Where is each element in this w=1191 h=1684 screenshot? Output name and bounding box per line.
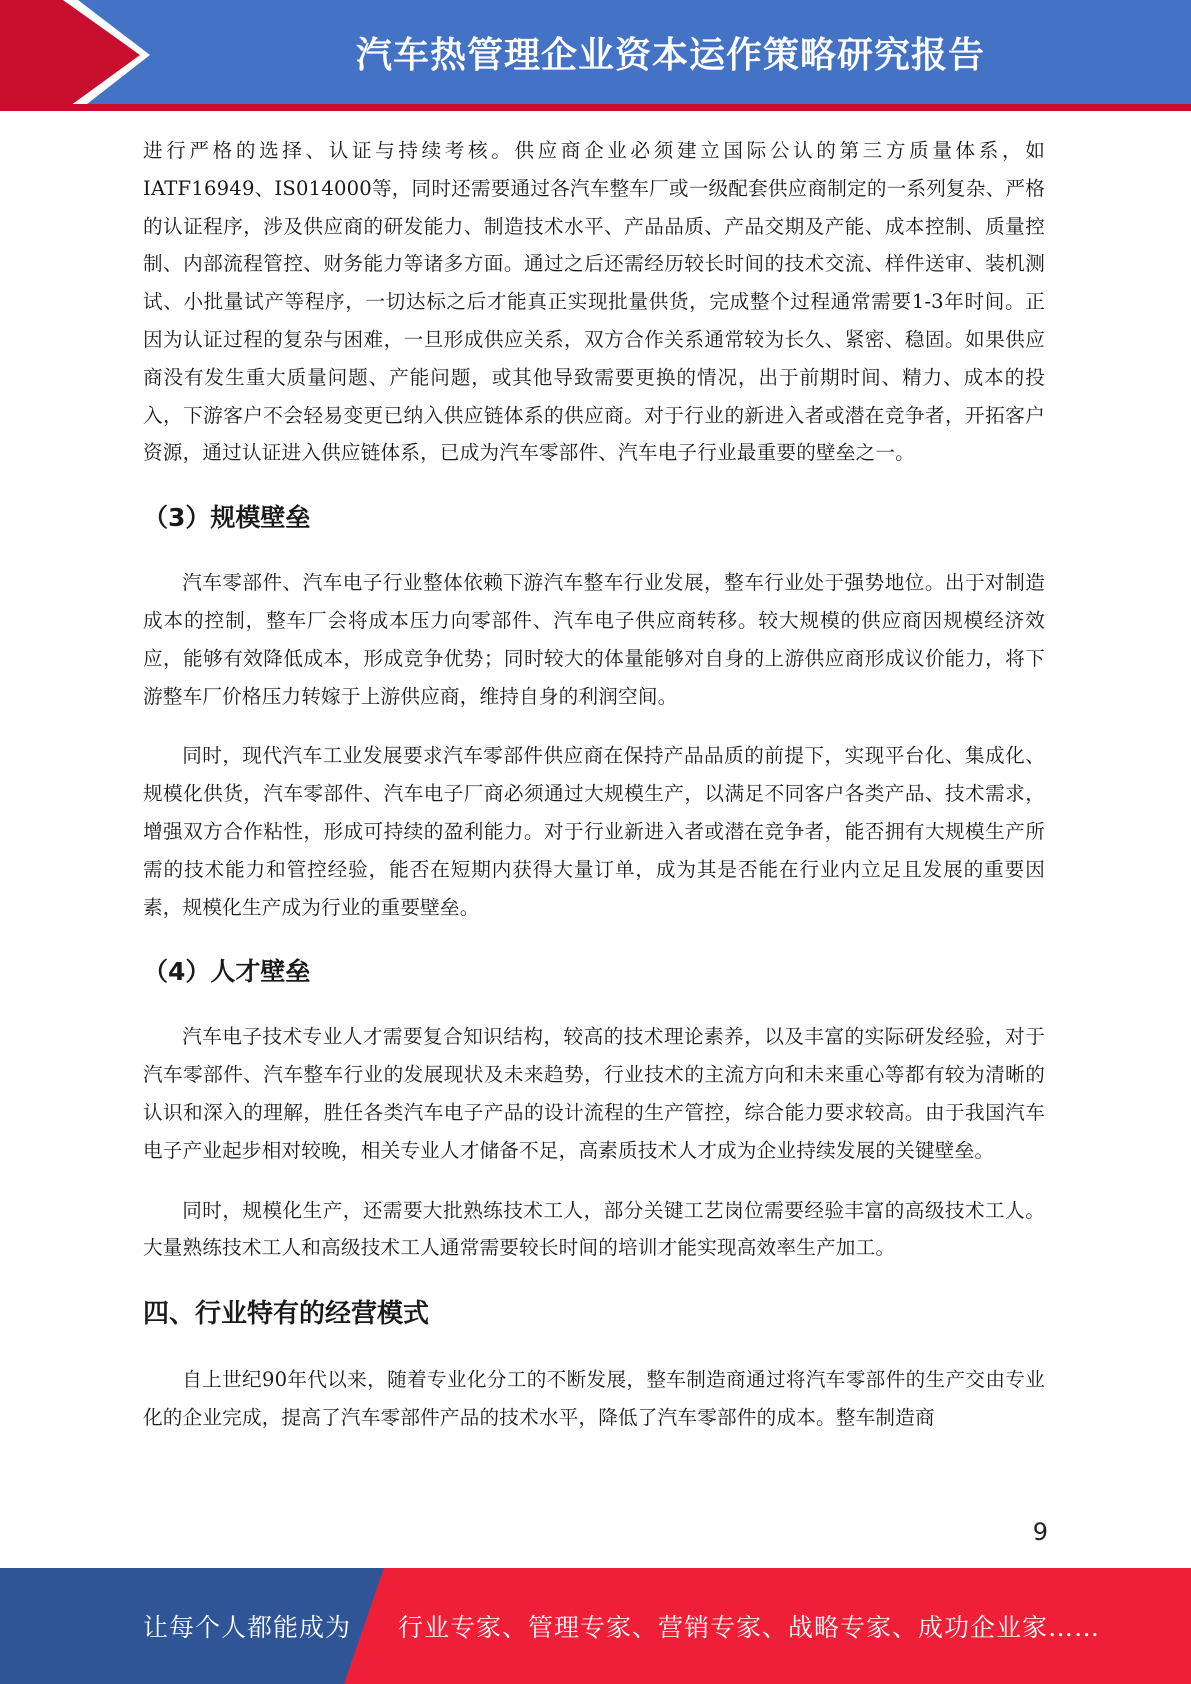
page-header [0, 0, 1191, 111]
body-paragraph: 进行严格的选择、认证与持续考核。供应商企业必须建立国际公认的第三方质量体系，如IATF16949、IS014000等，同时还需要通过各汽车整车厂或一级配套供应商制定的一系列复杂、严格的认证程序，涉及供应商的研发能力、制造技术水平、产品品质、产品交期及产能、成本控制、质量控制、内部流程管控、财务能力等诸多方面。通过之后还需经历较长时间的技术交流、样件送审、装机测试、小批量试产等程序，一切达标之后才能真正实现批量供货，完成整个过程通常需要1-3年时间。正因为认证过程的复杂与困难，一旦形成供应关系，双方合作关系通常较为长久、紧密、稳固。如果供应商没有发生重大质量问题、产能问题，或其他导致需要更换的情况，出于前期时间、精力、成本的投入，下游客户不会轻易变更已纳入供应链体系的供应商。对于行业的新进入者或潜在竞争者，开拓客户资源，通过认证进入供应链体系，已成为汽车零部件、汽车电子行业最重要的壁垒之一。 [143, 139, 1045, 465]
body-paragraph: 汽车电子技术专业人才需要复合知识结构，较高的技术理论素养，以及丰富的实际研发经验，对于汽车零部件、汽车整车行业的发展现状及未来趋势，行业技术的主流方向和未来重心等都有较为清晰的认识和深入的理解，胜任各类汽车电子产品的设计流程的生产管控，综合能力要求较高。由于我国汽车电子产业起步相对较晚，相关专业人才储备不足，高素质技术人才成为企业持续发展的关键壁垒。 [143, 1025, 1045, 1162]
section-heading: 四、行业特有的经营模式 [143, 1299, 430, 1330]
body-paragraph: 自上世纪90年代以来，随着专业化分工的不断发展，整车制造商通过将汽车零部件的生产交由专业化的企业完成，提高了汽车零部件产品的技术水平，降低了汽车零部件的成本。整车制造商 [143, 1368, 1045, 1429]
report-title: 汽车热管理企业资本运作策略研究报告 [355, 34, 985, 76]
body-paragraph: 同时，规模化生产，还需要大批熟练技术工人，部分关键工艺岗位需要经验丰富的高级技术工人。大量熟练技术工人和高级技术工人通常需要较长时间的培训才能实现高效率生产加工。 [143, 1198, 1045, 1260]
page-number: 9 [1032, 1518, 1048, 1546]
subsection-heading: （4）人才壁垒 [143, 957, 311, 987]
footer-slogan-left: 让每个人都能成为 [143, 1613, 352, 1642]
footer-slogan-right: 行业专家、管理专家、营销专家、战略专家、成功企业家…… [398, 1613, 1101, 1642]
page-footer [0, 1568, 1191, 1684]
body-paragraph: 汽车零部件、汽车电子行业整体依赖下游汽车整车行业发展，整车行业处于强势地位。出于对制造成本的控制，整车厂会将成本压力向零部件、汽车电子供应商转移。较大规模的供应商因规模经济效应，能够有效降低成本，形成竞争优势；同时较大的体量能够对自身的上游供应商形成议价能力，将下游整车厂价格压力转嫁于上游供应商，维持自身的利润空间。 [143, 571, 1045, 708]
body-paragraph: 同时，现代汽车工业发展要求汽车零部件供应商在保持产品品质的前提下，实现平台化、集成化、规模化供货，汽车零部件、汽车电子厂商必须通过大规模生产，以满足不同客户各类产品、技术需求，增强双方合作粘性，形成可持续的盈利能力。对于行业新进入者或潜在竞争者，能否拥有大规模生产所需的技术能力和管控经验，能否在短期内获得大量订单，成为其是否能在行业内立足且发展的重要因素，规模化生产成为行业的重要壁垒。 [143, 744, 1045, 919]
page-content [143, 132, 1045, 1437]
subsection-heading: （3）规模壁垒 [143, 503, 311, 533]
